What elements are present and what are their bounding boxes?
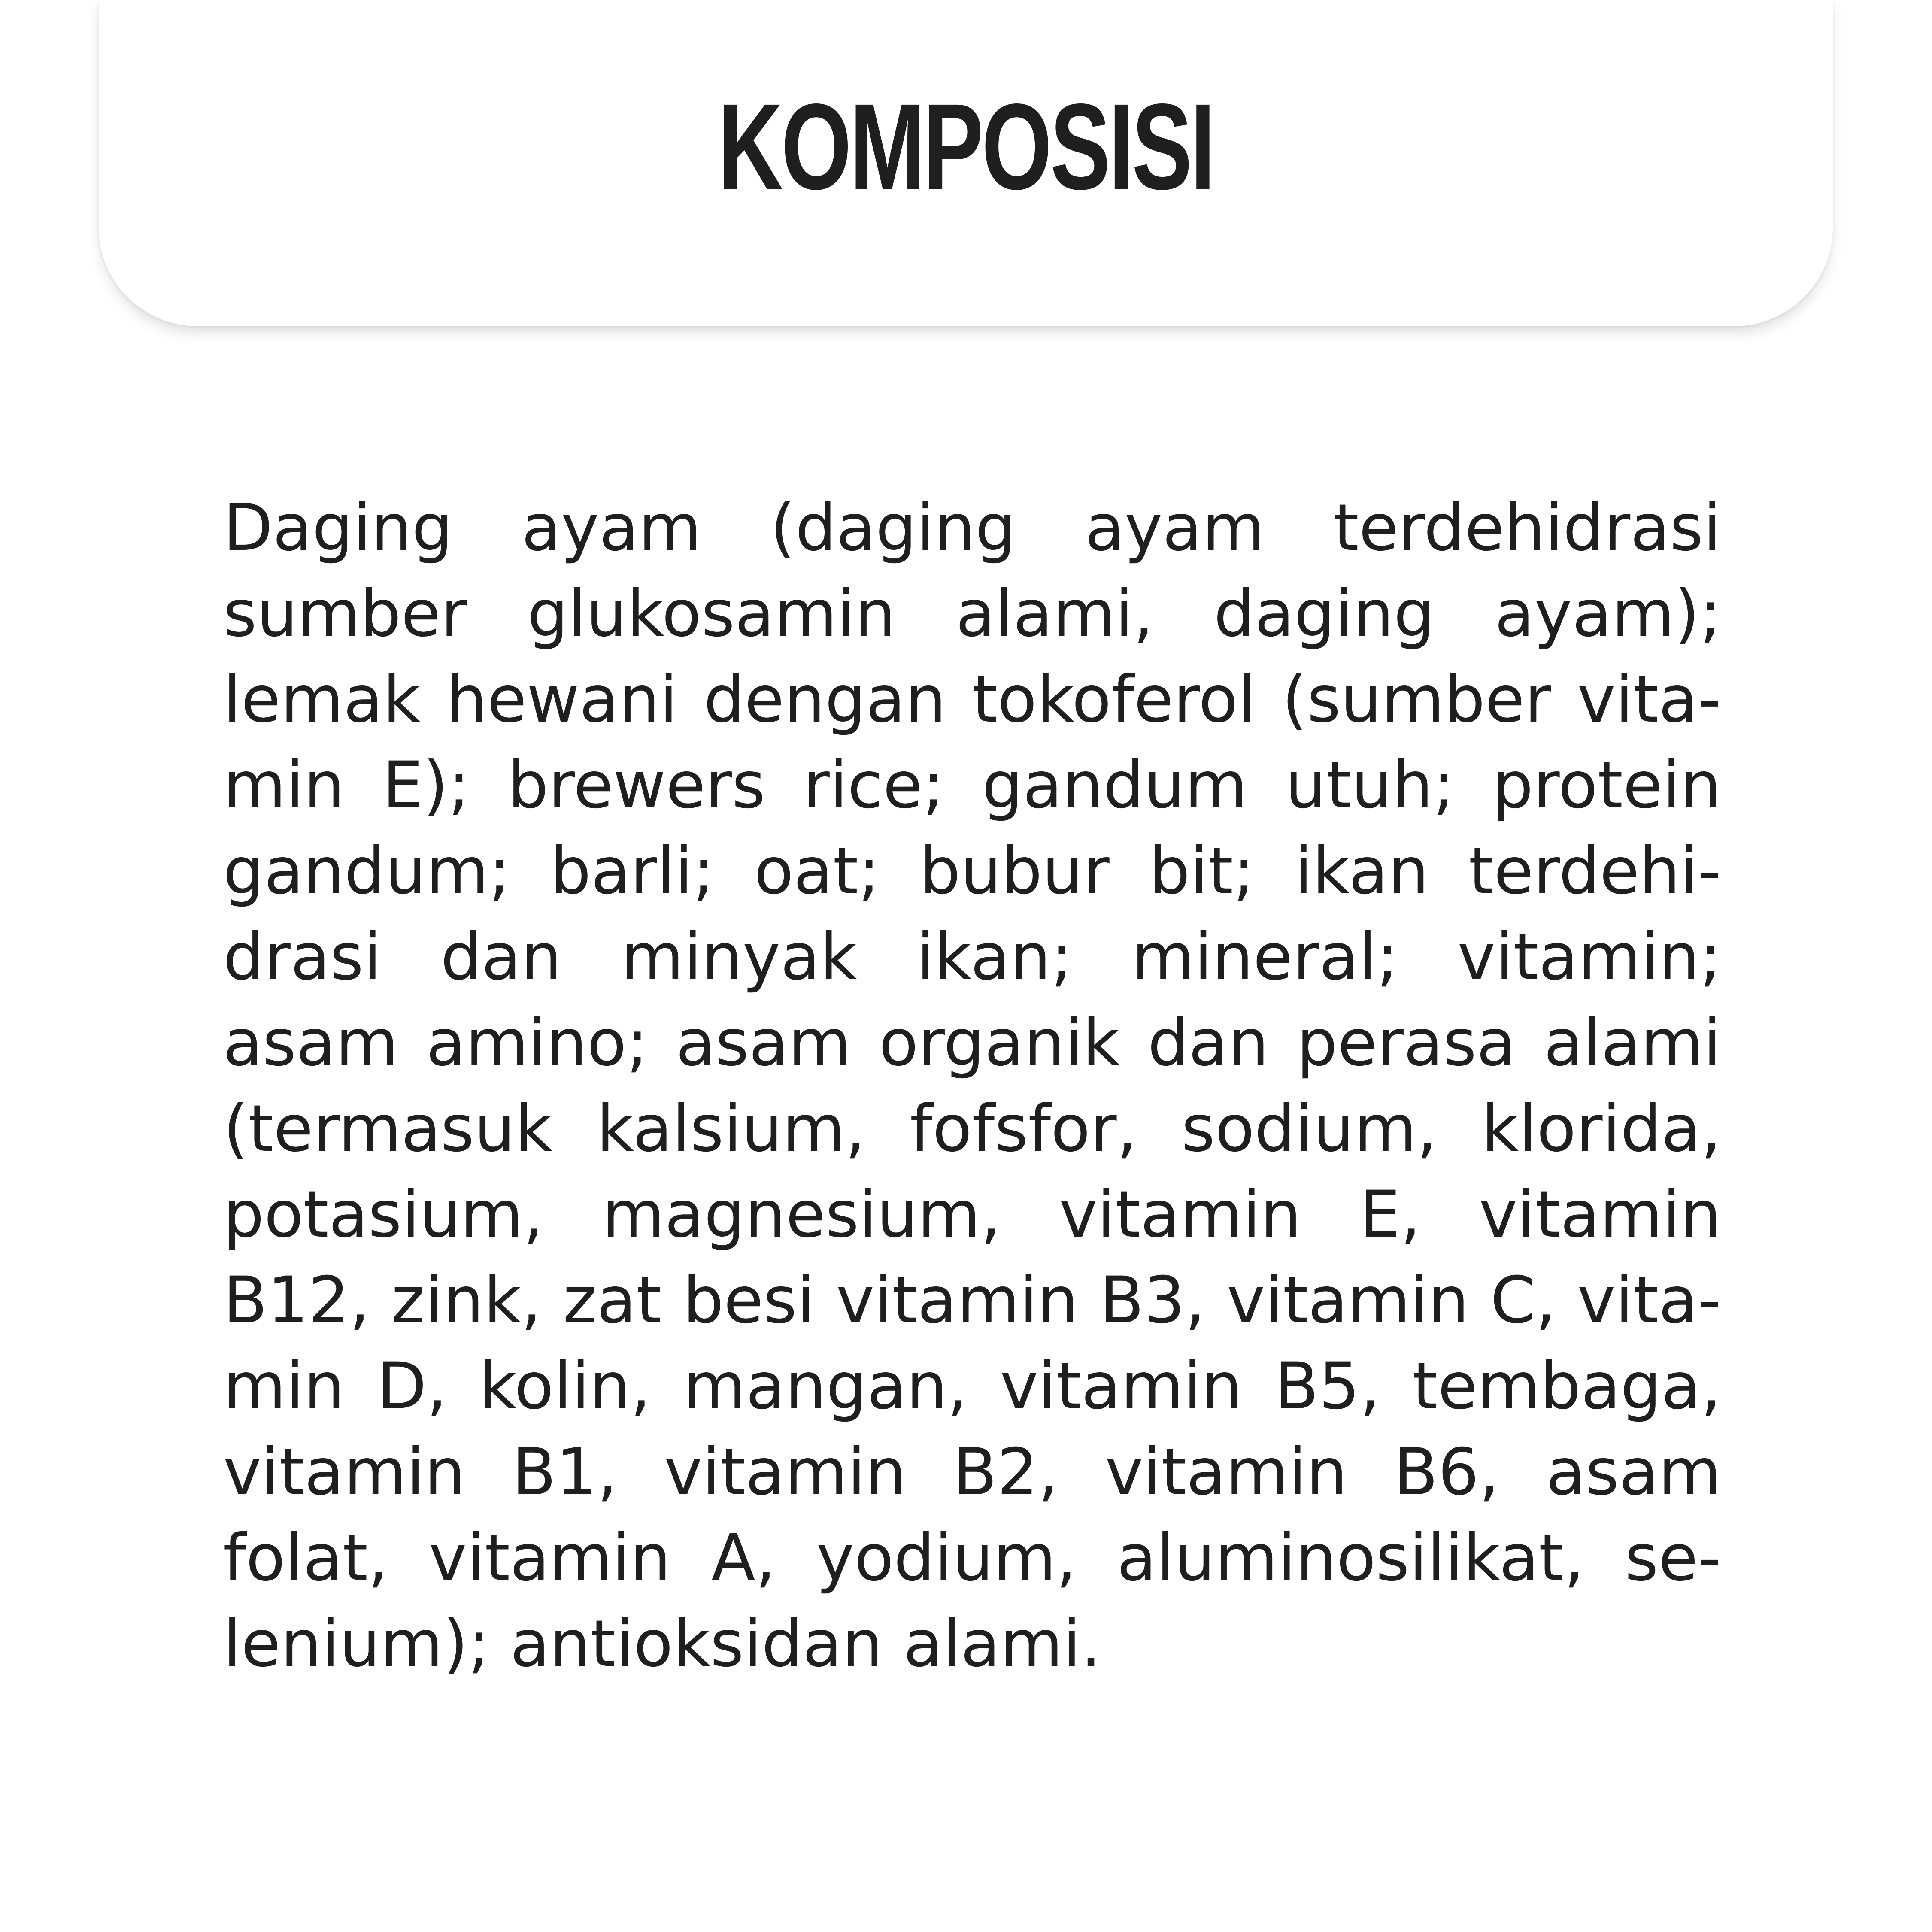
composition-text: [223, 485, 1721, 1687]
composition-line: Daging ayam (daging ayam terdehidrasi: [223, 491, 1721, 565]
page-title: KOMPOSISI: [718, 79, 1214, 215]
composition-line: min D, kolin, mangan, vitamin B5, tembaga,: [223, 1349, 1721, 1424]
composition-line: min E); brewers rice; gandum utuh; protein: [223, 748, 1721, 823]
composition-line: folat, vitamin A, yodium, aluminosilikat, se-: [223, 1521, 1721, 1595]
composition-line: (termasuk kalsium, fofsfor, sodium, klorida,: [223, 1092, 1721, 1166]
composition-line: sumber glukosamin alami, daging ayam);: [223, 576, 1721, 651]
composition-line: vitamin B1, vitamin B2, vitamin B6, asam: [223, 1435, 1721, 1510]
composition-line: lenium); antioksidan alami.: [223, 1607, 1101, 1681]
header-card: [99, 0, 1833, 326]
composition-line: drasi dan minyak ikan; mineral; vitamin;: [223, 920, 1721, 995]
composition-line: asam amino; asam organik dan perasa alami: [223, 1006, 1721, 1080]
composition-line: potasium, magnesium, vitamin E, vitamin: [223, 1177, 1721, 1252]
composition-line: gandum; barli; oat; bubur bit; ikan terdehi-: [223, 834, 1721, 909]
composition-line: lemak hewani dengan tokoferol (sumber vita-: [223, 662, 1721, 737]
composition-line: B12, zink, zat besi vitamin B3, vitamin C, vita-: [223, 1263, 1721, 1338]
